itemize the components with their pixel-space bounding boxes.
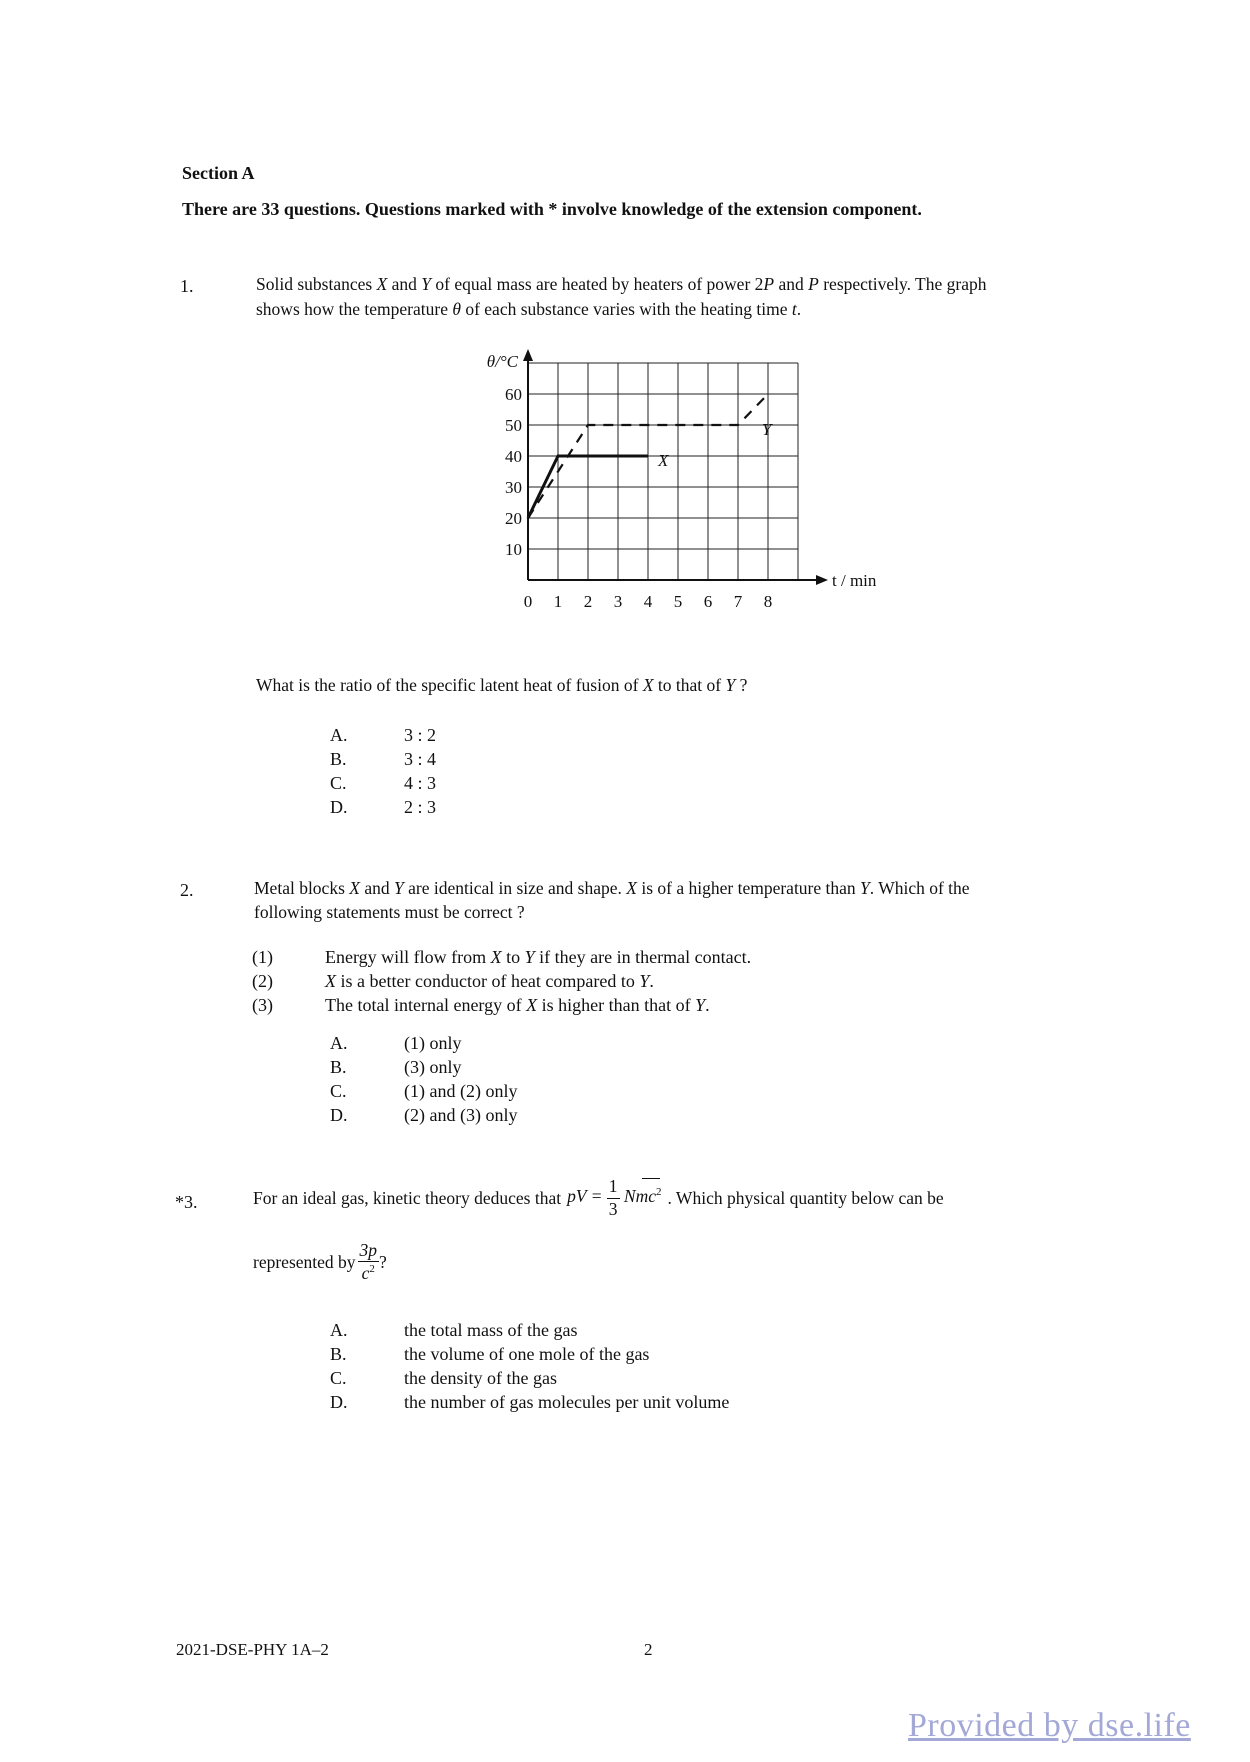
x-tick-label: 3 bbox=[613, 592, 623, 611]
q2-number: 2. bbox=[180, 880, 194, 900]
q2-statement-2: X is a better conductor of heat compared to Y. bbox=[325, 971, 654, 991]
q2-option-d-text: (2) and (3) only bbox=[404, 1105, 518, 1125]
q3-stem-line2: represented by $\frac{3p}{c^2}$ ? bbox=[253, 1239, 387, 1283]
q2-option-b-text: (3) only bbox=[404, 1057, 462, 1077]
q3-option-a-text: the total mass of the gas bbox=[404, 1320, 578, 1340]
q2-statement-1-number: (1) bbox=[252, 947, 273, 967]
q1-stem-line1: Solid substances X and Y of equal mass are heated by heaters of power 2P and P respectively. The graph bbox=[256, 274, 987, 294]
q1-option-d-letter: D. bbox=[330, 797, 348, 817]
x-tick-label: 7 bbox=[733, 592, 743, 611]
x-tick-label: 0 bbox=[523, 592, 533, 611]
y-tick-label: 20 bbox=[505, 509, 522, 528]
q3-option-b-text: the volume of one mole of the gas bbox=[404, 1344, 650, 1364]
q1-question: What is the ratio of the specific latent heat of fusion of X to that of Y ? bbox=[256, 675, 748, 695]
x-axis-arrow bbox=[816, 575, 828, 585]
x-tick-label: 4 bbox=[643, 592, 653, 611]
y-axis-arrow bbox=[523, 349, 533, 361]
x-tick-label: 6 bbox=[703, 592, 713, 611]
q2-statement-2-number: (2) bbox=[252, 971, 273, 991]
q1-option-b-letter: B. bbox=[330, 749, 347, 769]
q3-fraction: $\frac{3p}{c^2}$ bbox=[359, 1239, 378, 1283]
temperature-time-graph bbox=[450, 352, 877, 632]
x-axis-label: t / min bbox=[832, 571, 877, 590]
section-title: Section A bbox=[182, 163, 255, 183]
y-tick-label: 40 bbox=[505, 447, 522, 466]
x-tick-label: 1 bbox=[553, 592, 563, 611]
q2-statement-1: Energy will flow from X to Y if they are in thermal contact. bbox=[325, 947, 752, 967]
q1-option-c-text: 4 : 3 bbox=[404, 773, 437, 793]
q3-number: *3. bbox=[175, 1192, 198, 1212]
x-tick-label: 5 bbox=[673, 592, 683, 611]
q2-option-d-letter: D. bbox=[330, 1105, 348, 1125]
y-axis-label: θ/°C bbox=[486, 352, 518, 371]
q3-equation: pV = $\frac{1}{3}$ Nmc $^2$ bbox=[567, 1176, 662, 1219]
mean-bar bbox=[642, 1178, 660, 1179]
q3-stem-line1: For an ideal gas, kinetic theory deduces that pV = $\frac{1}{3}$ Nmc $^2$ . Which physical quantity below can be bbox=[253, 1176, 944, 1219]
q1-option-c-letter: C. bbox=[330, 773, 347, 793]
page-number: 2 bbox=[644, 1640, 653, 1659]
x-tick-label: 2 bbox=[583, 592, 593, 611]
footer-code: 2021-DSE-PHY 1A–2 bbox=[176, 1640, 329, 1659]
y-tick-label: 60 bbox=[505, 385, 522, 404]
q2-statement-3-number: (3) bbox=[252, 995, 273, 1015]
q1-number: 1. bbox=[180, 276, 194, 296]
y-tick-label: 50 bbox=[505, 416, 522, 435]
section-intro: There are 33 questions. Questions marked with * involve knowledge of the extension component. bbox=[182, 199, 922, 219]
q3-option-c-text: the density of the gas bbox=[404, 1368, 557, 1388]
q2-option-a-letter: A. bbox=[330, 1033, 348, 1053]
q2-stem-line1: Metal blocks X and Y are identical in size and shape. X is of a higher temperature than Y. Which of the bbox=[254, 878, 970, 898]
q2-option-b-letter: B. bbox=[330, 1057, 347, 1077]
x-tick-label: 8 bbox=[763, 592, 773, 611]
q3-option-d-letter: D. bbox=[330, 1392, 348, 1412]
q1-option-a-text: 3 : 2 bbox=[404, 725, 437, 745]
q3-option-c-letter: C. bbox=[330, 1368, 347, 1388]
q1-option-a-letter: A. bbox=[330, 725, 348, 745]
series-label-y: Y bbox=[762, 420, 772, 439]
q2-stem-line2: following statements must be correct ? bbox=[254, 902, 525, 922]
q2-option-c-text: (1) and (2) only bbox=[404, 1081, 518, 1101]
q2-option-a-text: (1) only bbox=[404, 1033, 462, 1053]
y-tick-label: 30 bbox=[505, 478, 522, 497]
q3-option-b-letter: B. bbox=[330, 1344, 347, 1364]
q1-option-b-text: 3 : 4 bbox=[404, 749, 437, 769]
watermark-link[interactable]: Provided by dse.life bbox=[908, 1707, 1191, 1744]
q2-statement-3: The total internal energy of X is higher than that of Y. bbox=[325, 995, 710, 1015]
q3-option-a-letter: A. bbox=[330, 1320, 348, 1340]
q1-stem-line2: shows how the temperature θ of each substance varies with the heating time t. bbox=[256, 299, 802, 319]
q3-option-d-text: the number of gas molecules per unit volume bbox=[404, 1392, 730, 1412]
q1-option-d-text: 2 : 3 bbox=[404, 797, 437, 817]
y-tick-label: 10 bbox=[505, 540, 522, 559]
series-label-x: X bbox=[658, 451, 669, 470]
q2-option-c-letter: C. bbox=[330, 1081, 347, 1101]
q3-equation-fraction: $\frac{1}{3}$ bbox=[608, 1176, 618, 1219]
